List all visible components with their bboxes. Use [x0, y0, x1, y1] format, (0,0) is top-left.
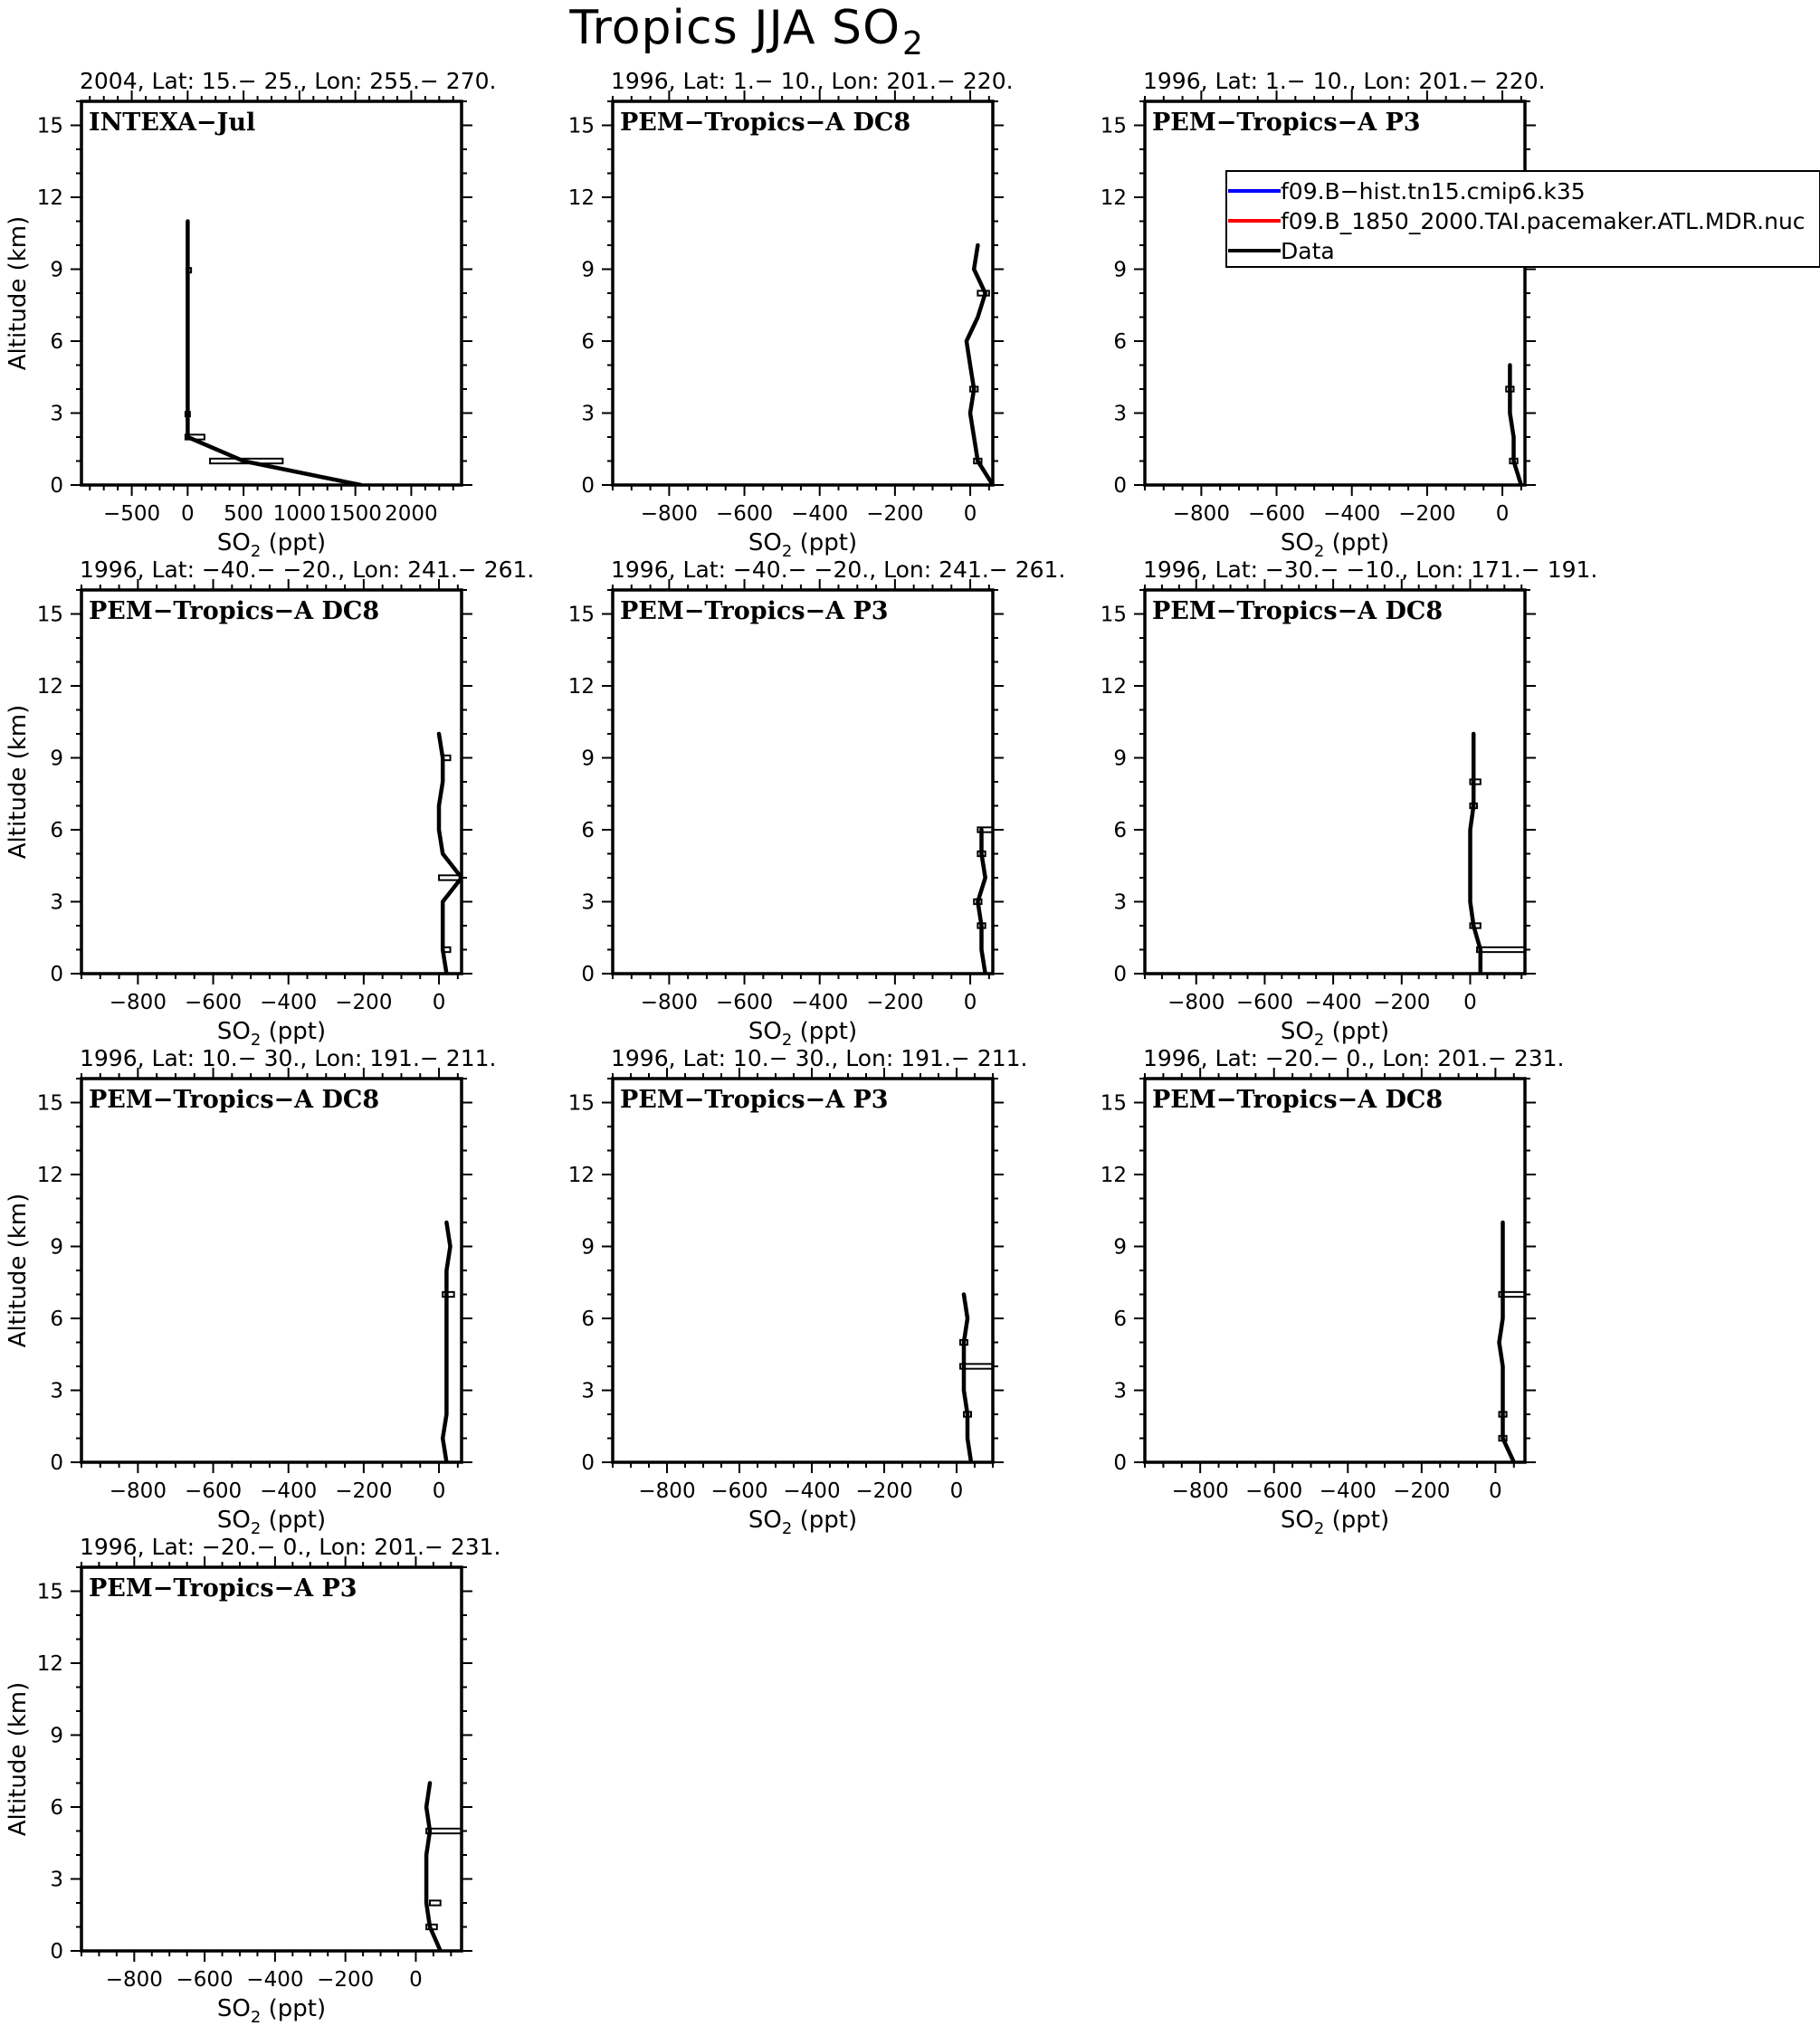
x-tick-label: −400 [1323, 502, 1381, 526]
y-tick-label: 3 [1113, 402, 1127, 426]
x-tick-label: −200 [866, 502, 924, 526]
x-tick-label: −600 [1245, 1479, 1303, 1503]
x-axis-label [748, 1507, 857, 1538]
x-tick-label: −200 [317, 1968, 375, 1992]
x-tick-label: −600 [176, 1968, 233, 1992]
y-tick-label: 0 [1113, 474, 1127, 498]
y-tick-label: 6 [581, 330, 595, 354]
x-tick-label: −200 [866, 991, 924, 1014]
y-tick-label: 0 [1113, 963, 1127, 986]
x-tick-label: 0 [1489, 1479, 1502, 1503]
series-data [186, 222, 361, 486]
y-axis-label: Altitude (km) [5, 1681, 32, 1837]
y-tick-label: 9 [1113, 258, 1127, 282]
y-axis-label: Altitude (km) [5, 215, 32, 371]
series-data [967, 245, 993, 485]
x-axis-label-part: SO [748, 1507, 782, 1534]
series-data [1506, 366, 1521, 486]
plot-frame [613, 1079, 993, 1462]
x-tick-label: −600 [1235, 991, 1294, 1014]
y-tick-label: 3 [50, 402, 63, 426]
x-axis-label-subscript: 2 [250, 1519, 262, 1538]
y-tick-label: 6 [1113, 819, 1127, 842]
x-tick-label: 0 [432, 1479, 446, 1503]
y-axis-label: Altitude (km) [5, 1193, 32, 1348]
panels [5, 68, 1597, 2026]
x-tick-label: −500 [103, 502, 161, 526]
y-tick-label: 12 [1100, 675, 1127, 699]
series-data [960, 1295, 993, 1463]
series-data [1470, 734, 1525, 974]
x-axis-label-subscript: 2 [1313, 542, 1325, 561]
x-axis-label-subscript: 2 [250, 2008, 262, 2026]
y-tick-label: 6 [581, 1308, 595, 1331]
y-tick-label: 6 [50, 330, 63, 354]
y-tick-label: 12 [36, 1164, 63, 1187]
profile-line [426, 1783, 441, 1952]
x-axis-label-part: SO [748, 1018, 782, 1045]
x-axis-label-part: (ppt) [261, 1507, 327, 1534]
x-axis-label-part: (ppt) [1324, 1507, 1390, 1534]
x-tick-label: −200 [335, 991, 393, 1014]
profile-line [439, 734, 462, 974]
x-axis-label-part: SO [216, 1995, 251, 2022]
y-tick-label: 3 [50, 1868, 63, 1892]
panel-7 [5, 1045, 496, 1538]
y-tick-label: 12 [567, 186, 595, 210]
x-axis-label-part: (ppt) [261, 1018, 327, 1045]
y-tick-label: 0 [581, 474, 595, 498]
y-tick-label: 0 [1113, 1451, 1127, 1475]
x-tick-label: 0 [181, 502, 195, 526]
panel-9 [1101, 1045, 1565, 1538]
x-tick-label: 1000 [272, 502, 327, 526]
x-tick-label: 2000 [385, 502, 438, 526]
y-tick-label: 0 [50, 963, 63, 986]
campaign-label: PEM−Tropics−A DC8 [620, 109, 911, 137]
x-tick-label: −400 [246, 1968, 304, 1992]
x-axis-label-subscript: 2 [250, 542, 262, 561]
x-tick-label: 0 [1495, 502, 1510, 526]
campaign-label: PEM−Tropics−A DC8 [89, 597, 380, 625]
panel-header: 1996, Lat: −20.− 0., Lon: 201.− 231. [1143, 1045, 1565, 1071]
x-tick-label: −400 [1319, 1479, 1377, 1503]
x-tick-label: −800 [638, 1479, 696, 1503]
x-tick-label: 1500 [329, 502, 382, 526]
panel-header: 1996, Lat: −30.− −10., Lon: 171.− 191. [1143, 556, 1598, 583]
y-tick-label: 0 [50, 474, 63, 498]
x-axis-label-subscript: 2 [1313, 1031, 1325, 1050]
legend-entry: f09.B−hist.tn15.cmip6.k35 [1281, 178, 1586, 205]
y-tick-label: 3 [1113, 890, 1127, 915]
panel-4 [5, 556, 534, 1050]
y-tick-label: 15 [1100, 114, 1127, 138]
plot-frame [81, 1567, 462, 1951]
range-box [430, 1900, 441, 1905]
campaign-label: PEM−Tropics−A DC8 [1152, 597, 1444, 625]
y-tick-label: 0 [581, 963, 595, 986]
campaign-label: PEM−Tropics−A P3 [1152, 109, 1421, 137]
plot-frame [613, 101, 993, 485]
y-tick-label: 15 [36, 1580, 63, 1604]
y-tick-label: 12 [36, 186, 63, 210]
panel-header: 1996, Lat: 10.− 30., Lon: 191.− 211. [611, 1045, 1028, 1071]
panel-10 [5, 1534, 501, 2026]
y-tick-label: 15 [567, 1091, 595, 1116]
x-tick-label: −800 [640, 991, 698, 1014]
profile-line [1500, 1222, 1514, 1462]
y-tick-label: 15 [1100, 603, 1127, 627]
x-axis-label-subscript: 2 [1313, 1519, 1325, 1538]
series-data [426, 1783, 462, 1952]
x-tick-label: 0 [963, 502, 977, 526]
y-tick-label: 6 [1113, 1308, 1127, 1331]
x-tick-label: −200 [855, 1479, 913, 1503]
y-tick-label: 3 [1113, 1379, 1127, 1403]
x-tick-label: −200 [335, 1479, 393, 1503]
y-tick-label: 12 [567, 675, 595, 699]
y-tick-label: 0 [581, 1451, 595, 1475]
y-tick-label: 3 [581, 890, 595, 915]
x-tick-label: −600 [1247, 502, 1306, 526]
panel-header: 1996, Lat: −40.− −20., Lon: 241.− 261. [611, 556, 1066, 583]
x-tick-label: 0 [963, 991, 977, 1014]
plot-frame [81, 1079, 462, 1462]
panel-header: 1996, Lat: −20.− 0., Lon: 201.− 231. [80, 1534, 501, 1560]
range-box [1477, 947, 1525, 952]
y-tick-label: 0 [50, 1451, 63, 1475]
plot-frame [81, 590, 462, 974]
campaign-label: INTEXA−Jul [89, 109, 256, 137]
x-axis-label-part: SO [216, 1507, 251, 1534]
y-tick-label: 6 [581, 819, 595, 842]
x-tick-label: −400 [1304, 991, 1362, 1014]
figure-title: Tropics JJA SO [569, 1, 900, 55]
x-axis-label-part: SO [1280, 1018, 1314, 1045]
x-axis-label-part: SO [1280, 1507, 1314, 1534]
x-tick-label: −800 [1171, 1479, 1229, 1503]
y-tick-label: 15 [567, 114, 595, 138]
y-tick-label: 12 [1100, 186, 1127, 210]
x-tick-label: 0 [409, 1968, 423, 1992]
y-tick-label: 15 [36, 114, 63, 138]
x-tick-label: −800 [640, 502, 698, 526]
x-axis-label-part: (ppt) [792, 1507, 858, 1534]
panel-header: 1996, Lat: 10.− 30., Lon: 191.− 211. [80, 1045, 497, 1071]
series-data [439, 734, 462, 974]
x-tick-label: −600 [184, 991, 243, 1014]
series-data [443, 1222, 453, 1462]
x-tick-label: −400 [791, 502, 849, 526]
series-data [974, 827, 993, 974]
panel-5 [568, 556, 1066, 1050]
panel-1 [5, 68, 496, 561]
x-tick-label: 0 [432, 991, 446, 1014]
x-tick-label: −800 [1172, 502, 1230, 526]
x-axis-label [217, 1995, 326, 2026]
y-tick-label: 15 [36, 1091, 63, 1116]
y-tick-label: 9 [1113, 747, 1127, 771]
y-tick-label: 3 [50, 890, 63, 915]
campaign-label: PEM−Tropics−A DC8 [89, 1086, 380, 1114]
legend [1226, 171, 1820, 267]
y-tick-label: 6 [50, 1796, 63, 1820]
y-tick-label: 15 [567, 603, 595, 627]
profile-line [443, 1222, 450, 1462]
y-tick-label: 9 [581, 747, 595, 771]
x-tick-label: 0 [1463, 991, 1477, 1014]
x-axis-label-subscript: 2 [250, 1031, 262, 1050]
y-tick-label: 9 [50, 747, 63, 771]
panel-3 [1101, 68, 1546, 561]
x-axis-label [1281, 1507, 1389, 1538]
figure-title-subscript: 2 [902, 25, 923, 62]
y-tick-label: 9 [50, 258, 63, 282]
profile-line [1471, 734, 1481, 974]
y-tick-label: 9 [50, 1724, 63, 1748]
panel-8 [568, 1045, 1028, 1538]
plot-frame [1145, 101, 1525, 485]
campaign-label: PEM−Tropics−A DC8 [1152, 1086, 1444, 1114]
y-tick-label: 9 [50, 1235, 63, 1260]
x-axis-label-part: (ppt) [792, 1018, 858, 1045]
y-tick-label: 15 [1100, 1091, 1127, 1116]
x-tick-label: −600 [710, 1479, 768, 1503]
y-tick-label: 12 [567, 1164, 595, 1187]
y-tick-label: 6 [50, 1308, 63, 1331]
y-tick-label: 9 [1113, 1235, 1127, 1260]
panel-header: 1996, Lat: 1.− 10., Lon: 201.− 220. [611, 68, 1014, 94]
x-axis-label-part: SO [748, 529, 782, 556]
plot-frame [81, 101, 462, 485]
x-tick-label: −800 [109, 1479, 167, 1503]
campaign-label: PEM−Tropics−A P3 [620, 597, 889, 625]
x-axis-label-part: SO [216, 1018, 251, 1045]
campaign-label: PEM−Tropics−A P3 [89, 1574, 357, 1603]
y-tick-label: 12 [36, 1652, 63, 1676]
y-tick-label: 0 [50, 1940, 63, 1964]
x-axis-label-part: (ppt) [792, 529, 858, 556]
x-tick-label: −400 [783, 1479, 841, 1503]
profile-line [967, 245, 993, 485]
x-tick-label: −400 [791, 991, 849, 1014]
x-tick-label: 0 [949, 1479, 964, 1503]
panel-6 [1101, 556, 1598, 1050]
panel-header: 1996, Lat: −40.− −20., Lon: 241.− 261. [80, 556, 535, 583]
campaign-label: PEM−Tropics−A P3 [620, 1086, 889, 1114]
x-axis-label-part: SO [1280, 529, 1314, 556]
y-tick-label: 9 [581, 258, 595, 282]
x-tick-label: −400 [260, 1479, 318, 1503]
profile-line [187, 222, 360, 486]
y-tick-label: 3 [581, 402, 595, 426]
x-tick-label: −200 [1373, 991, 1431, 1014]
plot-frame [1145, 590, 1525, 974]
x-tick-label: −400 [260, 991, 318, 1014]
y-tick-label: 9 [581, 1235, 595, 1260]
x-tick-label: −600 [715, 502, 774, 526]
x-axis-label-part: (ppt) [261, 529, 327, 556]
y-tick-label: 12 [1100, 1164, 1127, 1187]
y-tick-label: 3 [50, 1379, 63, 1403]
panel-header: 2004, Lat: 15.− 25., Lon: 255.− 270. [80, 68, 497, 94]
y-tick-label: 6 [1113, 330, 1127, 354]
y-tick-label: 6 [50, 819, 63, 842]
x-tick-label: −800 [109, 991, 167, 1014]
legend-entry: f09.B_1850_2000.TAI.pacemaker.ATL.MDR.nuc [1281, 208, 1806, 234]
x-axis-label-part: (ppt) [1324, 529, 1390, 556]
x-tick-label: −800 [1167, 991, 1225, 1014]
profile-line [1510, 366, 1520, 486]
series-data [1499, 1222, 1525, 1462]
legend-entry: Data [1281, 238, 1335, 264]
x-tick-label: −200 [1398, 502, 1456, 526]
x-tick-label: 500 [224, 502, 264, 526]
x-axis-label-subscript: 2 [781, 1031, 793, 1050]
y-axis-label: Altitude (km) [5, 704, 32, 860]
plot-frame [613, 590, 993, 974]
x-axis-label-part: (ppt) [1324, 1018, 1390, 1045]
x-axis-label-subscript: 2 [781, 542, 793, 561]
x-axis-label-part: (ppt) [261, 1995, 327, 2022]
x-tick-label: −600 [184, 1479, 243, 1503]
panel-header: 1996, Lat: 1.− 10., Lon: 201.− 220. [1143, 68, 1546, 94]
x-tick-label: −800 [105, 1968, 163, 1992]
x-axis-label-part: SO [216, 529, 251, 556]
plot-frame [1145, 1079, 1525, 1462]
x-axis-label-subscript: 2 [781, 1519, 793, 1538]
y-tick-label: 12 [36, 675, 63, 699]
x-tick-label: −200 [1393, 1479, 1451, 1503]
y-tick-label: 3 [581, 1379, 595, 1403]
panel-2 [568, 68, 1014, 561]
profile-line [964, 1295, 971, 1463]
x-tick-label: −600 [715, 991, 774, 1014]
y-tick-label: 15 [36, 603, 63, 627]
